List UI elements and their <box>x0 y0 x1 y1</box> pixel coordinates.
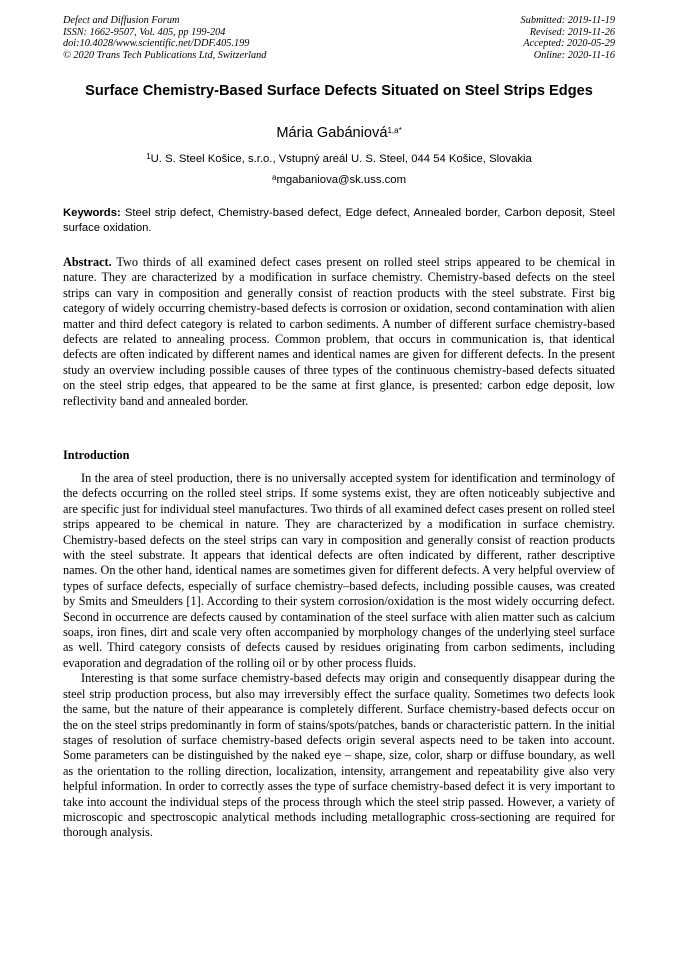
author-name: Mária Gabániová <box>276 125 388 141</box>
date-accepted: Accepted: 2020-05-29 <box>523 38 615 49</box>
affiliation <box>63 152 615 166</box>
author-email <box>63 173 615 187</box>
journal-copyright: © 2020 Trans Tech Publications Ltd, Switzerland <box>63 49 267 61</box>
journal-name: Defect and Diffusion Forum <box>63 15 180 26</box>
paragraph: Interesting is that some surface chemistry-based defects may origin and consequently disappear during the steel strip production process, but also may irreversibly effect the surface quality. Sometimes two defects look the same, but the nature of their appearance is completely different. Surface chemistry-based defects occur on the on the steel strips predominantly in form of stains/spots/patches, bands or characteristic pattern. In the initial stages of resolution of surface chemistry-based defects origin several aspects need to be taken into account. Some parameters can be distinguished by the naked eye – shape, size, color, sharp or diffuse boundary, as well as the orientation to the rolling direction, localization, intensity, arrangement and repeatability give also very helpful information. In order to correctly asses the type of surface chemistry-based defect it is very important to take into account the individual steps of the process through which the steel strip passed. However, a variety of microscopic and spectroscopic analytical methods including metallographic cross-sectioning are required for thorough analysis. <box>63 671 615 840</box>
keywords <box>63 206 615 236</box>
abstract-label: Abstract. <box>63 255 112 269</box>
journal-doi: doi:10.4028/www.scientific.net/DDF.405.199 <box>63 38 250 49</box>
section-heading-introduction: Introduction <box>63 448 130 462</box>
keywords-text: Steel strip defect, Chemistry-based defect, Edge defect, Annealed border, Carbon deposit, Steel surface oxidation. <box>63 207 616 234</box>
affiliation-superscript: 1 <box>146 152 151 161</box>
abstract <box>63 255 615 409</box>
email-superscript: a <box>272 173 277 182</box>
keywords-label: Keywords: <box>63 207 121 219</box>
journal-info <box>63 15 266 61</box>
author-superscript: 1,a* <box>387 126 402 135</box>
paper-title: Surface Chemistry-Based Surface Defects Situated on Steel Strips Edges <box>85 83 593 99</box>
author <box>63 124 615 142</box>
date-online: Online: 2020-11-16 <box>533 49 615 61</box>
affiliation-text: U. S. Steel Košice, s.r.o., Vstupný areál U. S. Steel, 044 54 Košice, Slovakia <box>150 153 532 165</box>
journal-issn: ISSN: 1662-9507, Vol. 405, pp 199-204 <box>63 26 226 38</box>
submission-dates <box>521 15 615 61</box>
date-revised: Revised: 2019-11-26 <box>529 26 615 38</box>
email-text: mgabaniova@sk.uss.com <box>276 174 406 186</box>
abstract-text: Two thirds of all examined defect cases present on rolled steel strips appeared to be chemical in nature. They are characterized by a modification in surface chemistry. Chemistry-based defects on the steel strips can vary in composition and generally consist of reaction products with the steel substrate. First big category of widely occurring chemistry-based defects is corrosion or oxidation, second contamination with alien matter and third defect category is related to carbon sediments. A number of different surface chemistry-based defects are related to annealing process. Common problem, that occurs in communication is, that identical defects are often indicated by different names and identical names are given for different defects. In the present study an overview including possible causes of three types of the continuous chemistry-based defects situated on the steel strip edges, that appeared to be the same at first glance, is presented: carbon edge deposit, low reflectivity band and annealed border. <box>63 255 616 408</box>
date-submitted: Submitted: 2019-11-19 <box>520 15 615 26</box>
introduction-body <box>63 471 615 841</box>
paragraph: In the area of steel production, there is no universally accepted system for identification and terminology of the defects occurring on the rolled steel strips. If some systems exist, they are often noticeably subjective and are specific just for individual steel manufactures. Two thirds of all examined defect cases present on rolled steel strips appeared to be chemical in nature. They are characterized by a modification in surface chemistry. Chemistry-based defects on the steel strips can vary in composition and generally consist of reaction products with the steel substrate. It appears that identical defects are often indicated by different, rather descriptive names. On the other hand, identical names are sometimes given for different defects. A very helpful overview of types of surface defects, especially of surface chemistry–based defects, including possible causes, was created by Smits and Smeulders [1]. According to their system corrosion/oxidation is the most widely occurring defect. Second in occurrence are defects caused by contamination of the steel surface with alien matter such as calcium soaps, iron fines, dirt and scale very often accompanied by morphology changes of the underlying steel surface as well. Third category consists of defects caused by residues originating from carbon sediments, including evaporation and degradation of the rolling oil or by other process fluids. <box>63 471 616 670</box>
